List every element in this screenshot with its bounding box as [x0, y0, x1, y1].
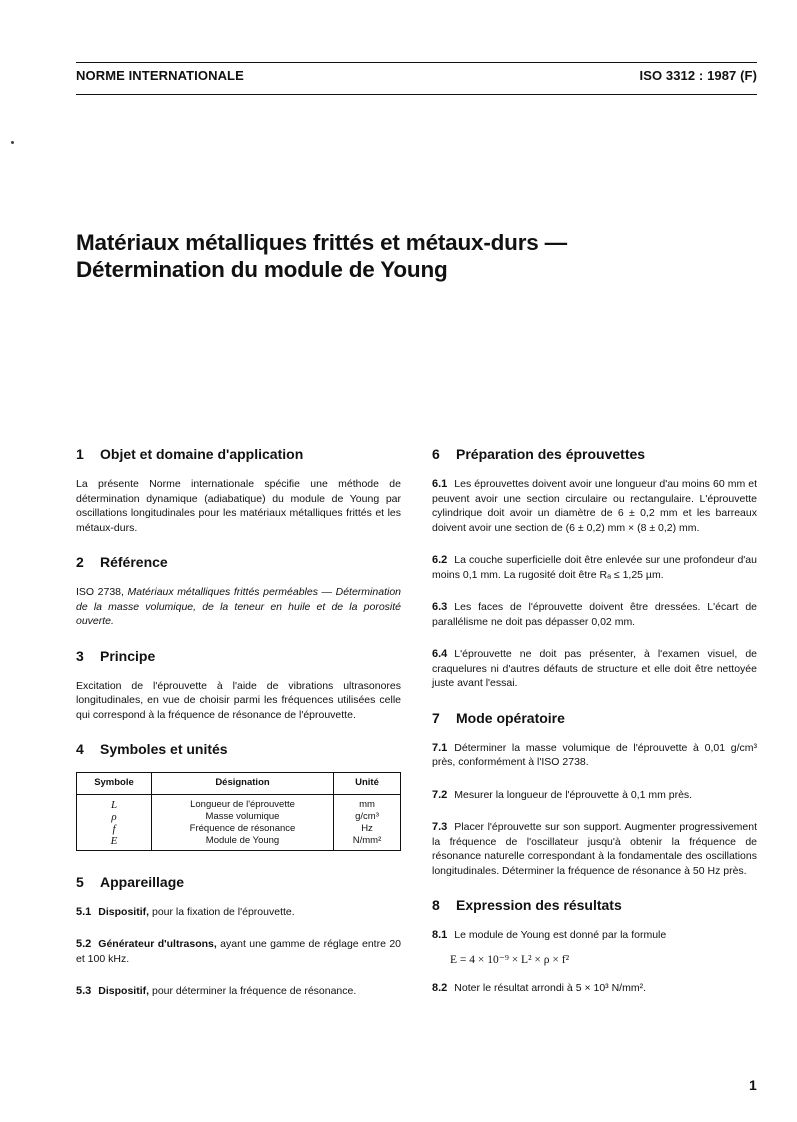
section-text: Excitation de l'éprouvette à l'aide de vibrations ultrasonores longitudinales, en vue de choisir parmi les fréquences utilisées celle qui correspond à la fréquence de résonance de l'éprouvette. — [76, 679, 401, 721]
header-standard-type: NORME INTERNATIONALE — [76, 68, 244, 83]
header-bottom-rule — [76, 94, 757, 95]
symbols-table — [76, 772, 401, 851]
section-heading: 4 Symboles et unités — [76, 741, 228, 757]
clause-5-1: 5.1 Dispositif, pour la fixation de l'éprouvette. — [76, 905, 295, 918]
clause-7-3: 7.3 Placer l'éprouvette sur son support. Augmenter progressivement la fréquence de l'oscillateur jusqu'à obtenir la fréquence de résonance naturelle correspondant à la fondamentale des oscillations longitudinales. Déterminer la fréquence de résonance à 50 Hz près. — [432, 821, 757, 877]
clause-5-2: 5.2 Générateur d'ultrasons, ayant une gamme de réglage entre 20 et 100 kHz. — [76, 938, 401, 965]
section-4 — [76, 740, 401, 851]
title-line-1: Matériaux métalliques frittés et métaux-durs — — [76, 230, 567, 255]
table-row: L Longueur de l'éprouvette mm — [77, 794, 401, 811]
reference-title: Matériaux métalliques frittés perméables — Détermination de la masse volumique, de la teneur en huile et de la porosité ouverte. — [76, 586, 401, 627]
title-line-2: Détermination du module de Young — [76, 257, 448, 282]
section-heading: 6 Préparation des éprouvettes — [432, 446, 646, 462]
table-row: f Fréquence de résonance Hz — [77, 823, 401, 835]
section-heading: 8 Expression des résultats — [432, 897, 622, 913]
clause-6-3: 6.3 Les faces de l'éprouvette doivent être dressées. L'écart de parallélisme ne doit pas dépasser 0,02 mm. — [432, 601, 757, 628]
table-header: Unité — [334, 773, 401, 795]
section-heading: 7 Mode opératoire — [432, 709, 565, 726]
clause-8-2: 8.2 Noter le résultat arrondi à 5 × 10³ N/mm². — [432, 982, 646, 994]
page-number: 1 — [749, 1077, 757, 1093]
section-2 — [76, 553, 401, 629]
reference-text: ISO 2738, Matériaux métalliques frittés perméables — Détermination de la masse volumique, de la teneur en huile et de la porosité ouverte. — [76, 586, 401, 627]
header-top-rule — [76, 62, 757, 63]
section-heading: 3 Principe — [76, 647, 156, 664]
section-8 — [432, 896, 757, 996]
section-3 — [76, 647, 401, 723]
section-text: La présente Norme internationale spécifie une méthode de détermination dynamique (adiabatique) du module de Young par oscillations longitudinales pour les matériaux métalliques frittés et les métaux-durs. — [76, 478, 401, 534]
section-6 — [432, 445, 757, 691]
table-row: ρ Masse volumique g/cm³ — [77, 811, 401, 823]
clause-5-3: 5.3 Dispositif, pour déterminer la fréquence de résonance. — [76, 985, 357, 997]
clause-6-4: 6.4 L'éprouvette ne doit pas présenter, à l'examen visuel, de craquelures ni d'autres défauts de structure et elle doit être nettoyée juste avant l'essai. — [432, 648, 757, 689]
clause-7-2: 7.2 Mesurer la longueur de l'éprouvette à 0,1 mm près. — [432, 788, 693, 801]
header-standard-number: ISO 3312 : 1987 (F) — [639, 68, 757, 83]
section-1 — [76, 445, 401, 535]
section-7 — [432, 709, 757, 879]
table-header: Symbole — [77, 773, 152, 795]
section-heading: 5 Appareillage — [76, 873, 185, 890]
document-title — [76, 229, 736, 283]
left-column — [76, 445, 401, 1017]
section-5 — [76, 873, 401, 999]
clause-6-2: 6.2 La couche superficielle doit être enlevée sur une profondeur d'au moins 0,1 mm. La rugosité doit être Rₐ ≤ 1,25 µm. — [432, 554, 757, 581]
page-header — [76, 68, 757, 83]
right-column — [432, 445, 757, 996]
clause-6-1: 6.1 Les éprouvettes doivent avoir une longueur d'au moins 60 mm et peuvent avoir une section circulaire ou rectangulaire. L'éprouvette cylindrique doit avoir un diamètre de 6 ± 0,2 mm et les barreaux doivent avoir une section de (6 ± 0,2) mm × (8 ± 0,2) mm. — [432, 478, 757, 534]
clause-8-1: 8.1 Le module de Young est donné par la formule — [432, 929, 667, 941]
table-header: Désignation — [152, 773, 334, 795]
scan-dot — [11, 141, 14, 144]
table-row: E Module de Young N/mm² — [77, 835, 401, 851]
section-heading: 1 Objet et domaine d'application — [76, 446, 304, 462]
section-heading: 2 Référence — [76, 554, 168, 570]
young-modulus-formula: E = 4 × 10⁻⁹ × L² × ρ × f² — [450, 953, 570, 966]
clause-7-1: 7.1 Déterminer la masse volumique de l'éprouvette à 0,01 g/cm³ près, conformément à l'ISO 2738. — [432, 741, 757, 768]
